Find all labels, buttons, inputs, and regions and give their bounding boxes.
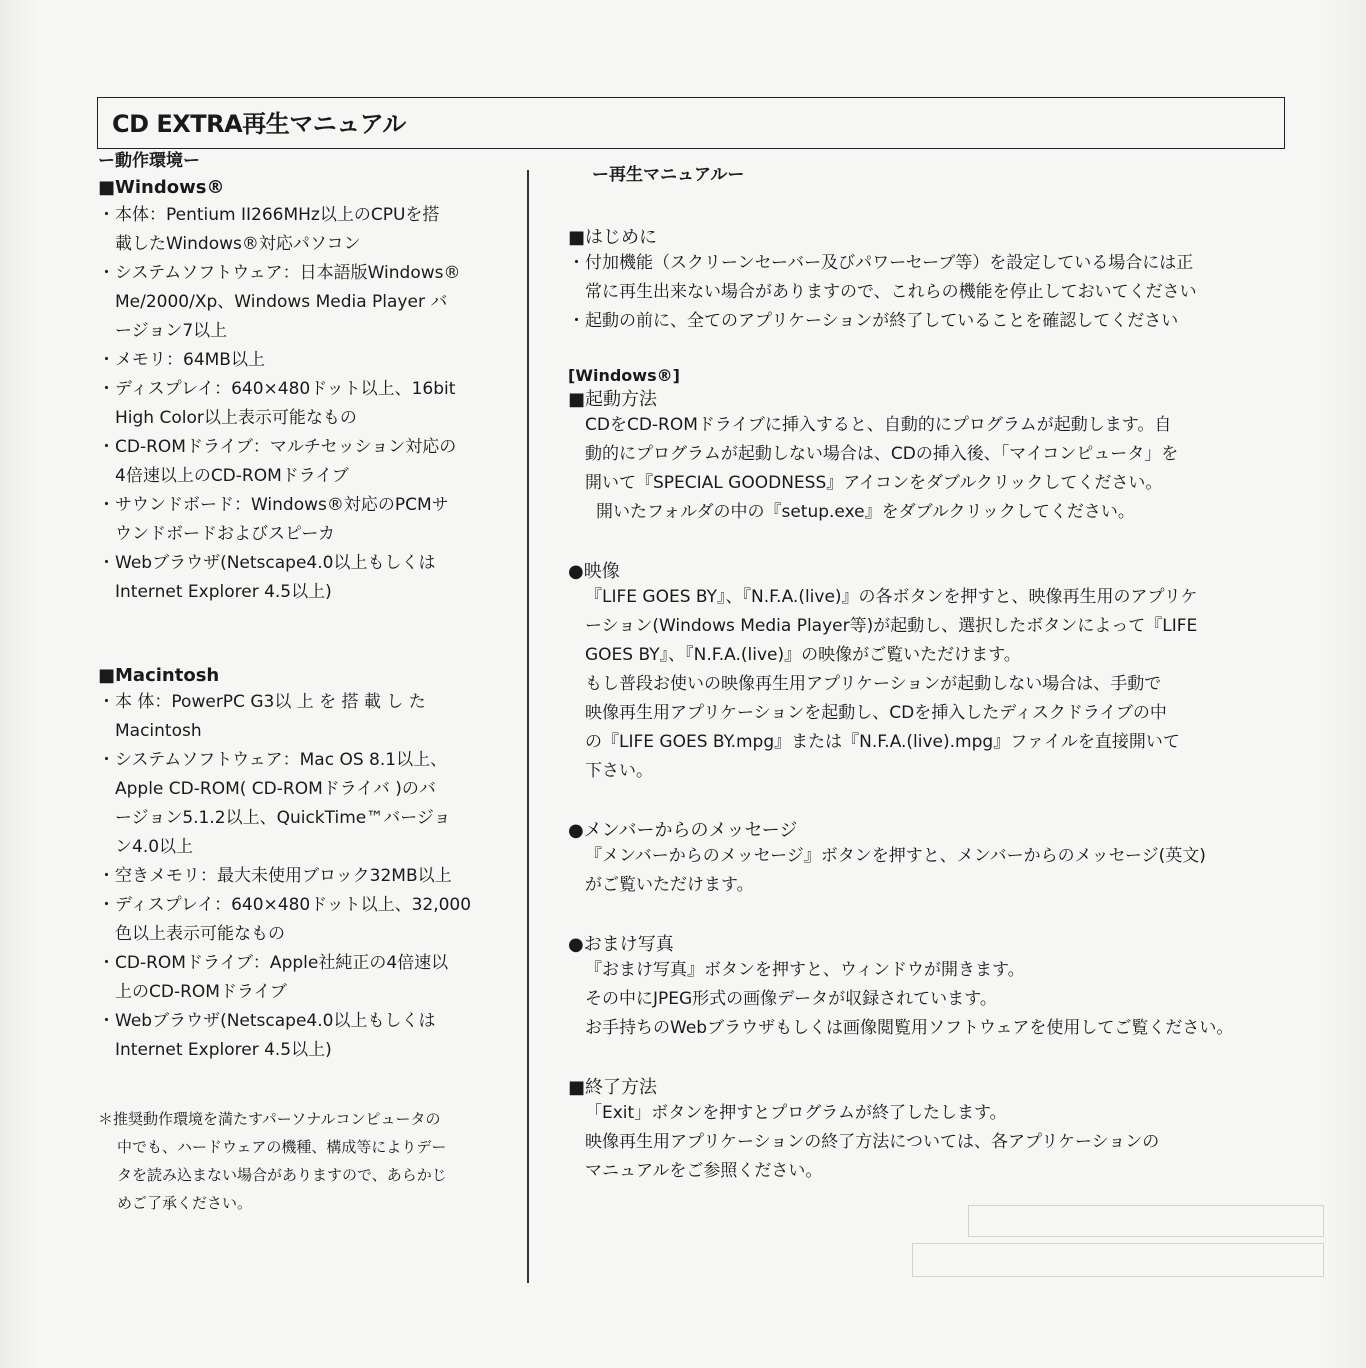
req-line: ウンドボードおよびスピーカ — [115, 524, 335, 544]
manual-heading: ー再生マニュアルー — [592, 165, 745, 185]
req-line: ・CD-ROMドライブ：Apple社純正の4倍速以 — [98, 953, 449, 973]
req-line: ・メモリ：64MB以上 — [98, 350, 265, 370]
windows-heading: ■Windows® — [98, 177, 225, 198]
intro-heading: ■はじめに — [568, 227, 658, 248]
req-line: ・Webブラウザ(Netscape4.0以上もしくは — [98, 553, 436, 573]
show-through-box — [968, 1205, 1324, 1237]
req-line: ・本体：Pentium II266MHz以上のCPUを搭 — [98, 205, 440, 225]
req-line: 載したWindows®対応パソコン — [115, 234, 361, 254]
message-heading: ●メンバーからのメッセージ — [568, 820, 798, 841]
exit-line: 「Exit」ボタンを押すとプログラムが終了したします。 — [585, 1103, 1007, 1123]
req-line: ・空きメモリ：最大未使用ブロック32MB以上 — [98, 866, 452, 886]
column-divider — [527, 170, 529, 1283]
req-line: Apple CD-ROM( CD-ROMドライバ )のバ — [115, 779, 436, 799]
req-line: ・サウンドボード：Windows®対応のPCMサ — [98, 495, 449, 515]
video-line: 『LIFE GOES BY』、『N.F.A.(live)』の各ボタンを押すと、映像再生用のアプリケ — [585, 587, 1198, 607]
req-line: ・Webブラウザ(Netscape4.0以上もしくは — [98, 1011, 436, 1031]
video-line: GOES BY』、『N.F.A.(live)』の映像がご覧いただけます。 — [585, 645, 1021, 665]
startup-line: 開いたフォルダの中の『setup.exe』をダブルクリックしてください。 — [596, 502, 1135, 522]
env-heading: ー動作環境ー — [98, 151, 200, 171]
photo-line: その中にJPEG形式の画像データが収録されています。 — [585, 989, 997, 1009]
intro-line: ・付加機能（スクリーンセーバー及びパワーセーブ等）を設定している場合には正 — [568, 253, 1194, 273]
note-line: ＊推奨動作環境を満たすパーソナルコンピュータの — [98, 1110, 441, 1128]
req-line: ・CD-ROMドライブ：マルチセッション対応の — [98, 437, 457, 457]
playback-manual-column — [568, 160, 1288, 1186]
startup-heading: ■起動方法 — [568, 389, 658, 410]
req-line: 上のCD-ROMドライブ — [115, 982, 287, 1002]
windows-label: [Windows®] — [568, 366, 680, 385]
note-line: めご了承ください。 — [117, 1194, 253, 1212]
req-line: 色以上表示可能なもの — [115, 924, 285, 944]
photo-line: 『おまけ写真』ボタンを押すと、ウィンドウが開きます。 — [585, 960, 1025, 980]
req-line: ージョン7以上 — [115, 321, 228, 341]
req-line: ・ディスプレイ：640×480ドット以上、16bit — [98, 379, 456, 399]
exit-heading: ■終了方法 — [568, 1077, 658, 1098]
note-line: タを読み込まない場合がありますので、あらかじ — [117, 1166, 447, 1184]
message-line: がご覧いただけます。 — [585, 875, 754, 895]
exit-line: マニュアルをご参照ください。 — [585, 1161, 823, 1181]
req-line: Me/2000/Xp、Windows Media Player バ — [115, 292, 448, 312]
startup-line: CDをCD-ROMドライブに挿入すると、自動的にプログラムが起動します。自 — [585, 415, 1172, 435]
req-line: Macintosh — [115, 721, 202, 741]
req-line: High Color以上表示可能なもの — [115, 408, 357, 428]
req-line: ・本 体：PowerPC G3以 上 を 搭 載 し た — [98, 692, 426, 712]
intro-line: 常に再生出来ない場合がありますので、これらの機能を停止しておいてください — [585, 282, 1197, 302]
video-heading: ●映像 — [568, 561, 620, 582]
show-through-box — [912, 1243, 1324, 1277]
photo-line: お手持ちのWebブラウザもしくは画像閲覧用ソフトウェアを使用してご覧ください。 — [585, 1018, 1234, 1038]
req-line: ン4.0以上 — [115, 837, 194, 857]
video-line: 下さい。 — [585, 761, 653, 781]
intro-line: ・起動の前に、全てのアプリケーションが終了していることを確認してください — [568, 311, 1179, 331]
req-line: ージョン5.1.2以上、QuickTime™バージョ — [115, 808, 451, 828]
macintosh-heading: ■Macintosh — [98, 665, 220, 686]
req-line: ・ディスプレイ：640×480ドット以上、32,000 — [98, 895, 472, 915]
note-line: 中でも、ハードウェアの機種、構成等によりデー — [117, 1138, 447, 1156]
video-line: ーション(Windows Media Player等)が起動し、選択したボタンによって『LIFE — [585, 616, 1198, 636]
req-line: 4倍速以上のCD-ROMドライブ — [115, 466, 349, 486]
video-line: の『LIFE GOES BY.mpg』または『N.F.A.(live).mpg』ファイルを直接開いて — [585, 732, 1180, 752]
page-title: CD EXTRA再生マニュアル — [112, 110, 406, 138]
req-line: ・システムソフトウェア：日本語版Windows® — [98, 263, 461, 283]
video-line: もし普段お使いの映像再生用アプリケーションが起動しない場合は、手動で — [585, 674, 1162, 694]
req-line: ・システムソフトウェア：Mac OS 8.1以上、 — [98, 750, 448, 770]
message-line: 『メンバーからのメッセージ』ボタンを押すと、メンバーからのメッセージ(英文) — [585, 846, 1206, 866]
req-line: Internet Explorer 4.5以上) — [115, 582, 332, 602]
startup-line: 開いて『SPECIAL GOODNESS』アイコンをダブルクリックしてください。 — [585, 473, 1163, 493]
startup-line: 動的にプログラムが起動しない場合は、CDの挿入後、「マイコンピュータ」を — [585, 444, 1179, 464]
photo-heading: ●おまけ写真 — [568, 934, 674, 955]
system-requirements-column — [98, 146, 513, 1217]
req-line: Internet Explorer 4.5以上) — [115, 1040, 332, 1060]
exit-line: 映像再生用アプリケーションの終了方法については、各アプリケーションの — [585, 1132, 1160, 1152]
video-line: 映像再生用アプリケーションを起動し、CDを挿入したディスクドライブの中 — [585, 703, 1167, 723]
